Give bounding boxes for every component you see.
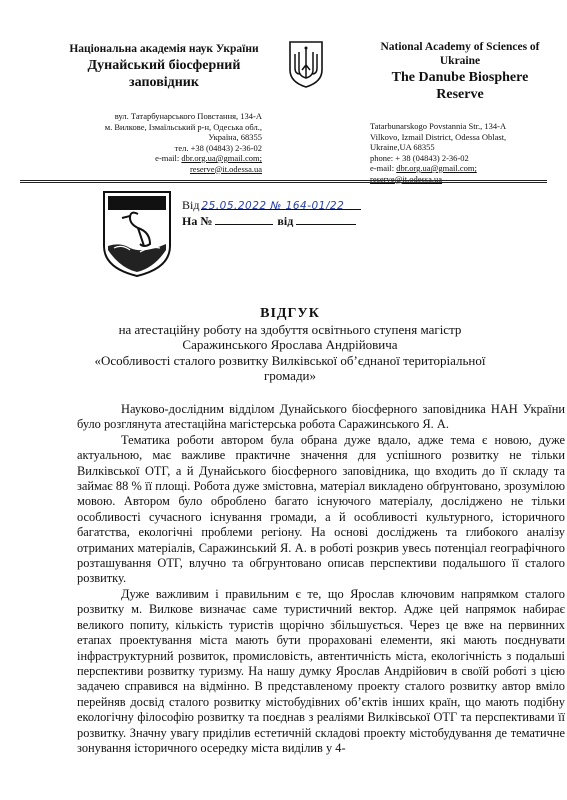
address-line: Ukraine,UA 68355 [370,142,435,152]
reference-block [182,198,361,229]
email-link[interactable]: reserve@it.odessa.ua [370,173,443,184]
address-block-en [370,121,550,184]
address-line: м. Вилкове, Ізмаїльський р-н, Одеська обл., [104,121,262,132]
org-name-en: National Academy of Sciences of Ukraine [380,41,540,67]
address-block-ua [60,111,268,174]
address-line: вул. Татарбунарського Повстання, 134-А [114,111,262,121]
address-line: Україна, 68355 [208,132,262,142]
reserve-name-ua: Дунайський біосферний заповідник [87,58,241,90]
outgoing-ref-line [182,198,361,213]
body-paragraph: Науково-дослідним відділом Дунайського біосферного заповідника НАН України було розглянута атестаційна магістерська робота Саражинського Я. А. [77,402,565,432]
title-line: Саражинського Ярослава Андрійовича [182,337,398,352]
email-line [60,153,262,164]
header-right-en [370,40,550,184]
email-label: e-mail: [370,163,395,173]
title-line: на атестаційну роботу на здобуття освітнього ступеня магістр [118,321,462,337]
header-left-ua [60,42,268,174]
from-value-field [201,198,361,210]
danube-reserve-logo-icon [100,188,174,278]
email-link[interactable]: dbr.org.ua@gmail.com; [181,153,262,163]
body-paragraph: Дуже важливим і правильним є те, що Ярослав ключовим напрямком сталого розвитку м. Вилкове визначає саме туристичний вектор. Адже цей напрямок набирає великого попиту, кількість туристів щорічно збільшується. Через це вже на первинних етапах проектування міста мають бути прораховані елементи, які мають поєднувати інфраструктурний розвиток, промисловість, автентичність міста, екологічність з подальші перспективи розвитку туризму. На нашу думку Ярослав Андрійович в своїй роботі з цією задачею справився на відмінно. В представленому проекту сталого розвитку автор вміло перейняв досвід сталого розвитку містобудівних об’єктів інших країн, що мають подібну екологічну філософію розвитку та поєднав з реаліями Вилківської ОТГ та перспективами її розвитку. Значну увагу приділив естетичній складові проекту містобудування де тематичне зонування історичного осередку міста виділив у 4- [77,586,565,755]
reserve-name-en: The Danube Biosphere Reserve [391,70,529,102]
to-date-field [296,213,356,225]
document-title [70,306,510,384]
header-divider [20,182,547,183]
to-number-field [215,213,273,225]
title-line: «Особливості сталого розвитку Вилківської об’єднаної територіальної [94,352,486,368]
address-line: Tatarbunarskogo Povstannia Str., 134-A [370,121,507,131]
email-label: e-mail: [155,153,180,163]
email-line [370,163,550,174]
from-label: Від [182,198,200,212]
email-link[interactable]: reserve@it.odessa.ua [189,163,262,174]
title-heading: ВІДГУК [260,306,320,321]
trident-coat-of-arms-icon [287,40,325,88]
address-line: Vilkovo, Izmail District, Odessa Oblast, [370,131,507,142]
title-line: громади» [263,368,317,383]
header-divider [20,180,547,181]
to-label: На № [182,214,213,228]
body-paragraph: Тематика роботи автором була обрана дуже вдало, адже тема є новою, дуже актуальною, має важливе практичне значення для успішного розвитку не тільки Вилківської ОТГ, а й Дунайського біосферного заповідника, що входить до її складу та займає 88 % її площі. Робота дуже змістовна, матеріал викладено обґрунтовано, зрозумілою мовою. Автором було оброблено багато існуючого матеріалу, досліджено не тільки особливості сучасного існування громади, а й особливості культурного, історичного багатства, екологічні проблеми регіону. На основі досліджень та глибокого аналізу отриманих матеріалів, Саражинський Я. А. в роботі розкрив увесь потенціал географічного розташування ОТГ, влучно та обгрунтовано описав перспективи подальшого її сталого розвитку. [77,432,565,586]
phone-line: phone: + 38 (04843) 2-36-02 [370,152,469,163]
document-body [77,402,565,756]
email-link[interactable]: dbr.org.ua@gmail.com; [396,163,477,173]
phone-line: тел. +38 (04843) 2-36-02 [174,142,262,153]
handwritten-ref: 25.05.2022 № 164-01/22 [201,200,345,212]
to-date-label: від [277,214,294,228]
incoming-ref-line [182,213,361,229]
org-name-ua: Національна академія наук України [69,43,259,55]
